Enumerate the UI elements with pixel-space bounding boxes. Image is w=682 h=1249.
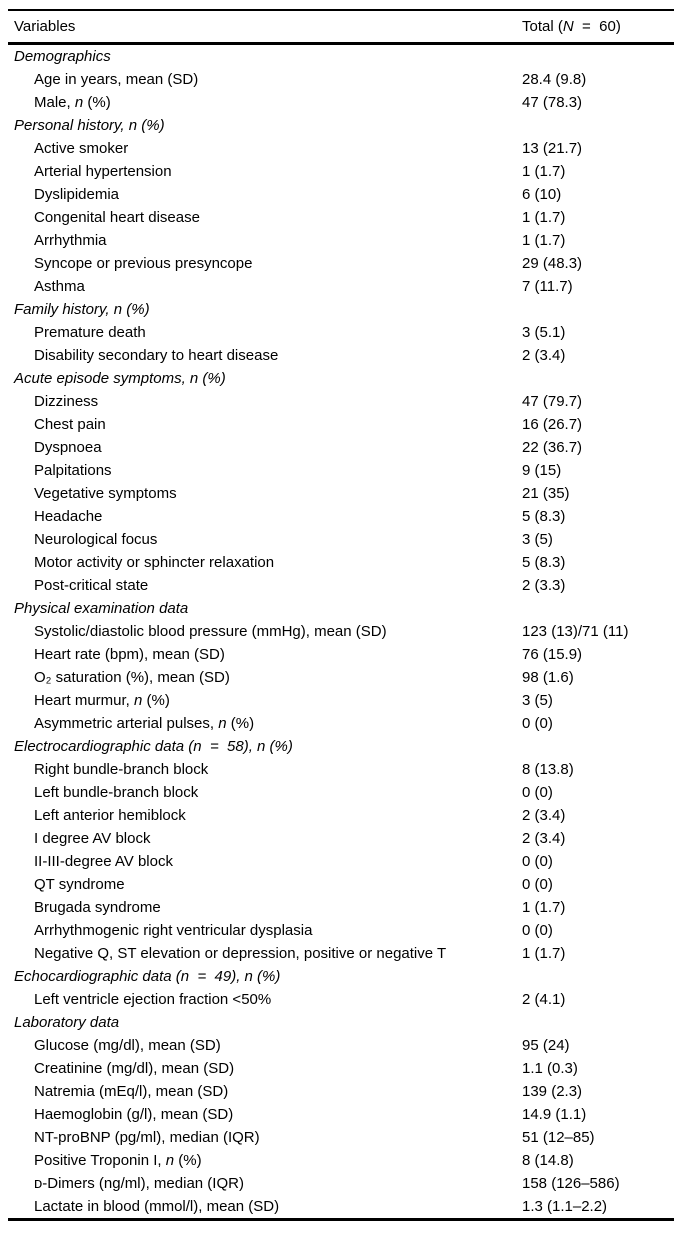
- table-row: [8, 252, 674, 275]
- table-row: [8, 160, 674, 183]
- row-label: Creatinine (mg/dl), mean (SD): [34, 1060, 235, 1077]
- row-value: 3 (5): [522, 531, 553, 548]
- row-label: Motor activity or sphincter relaxation: [34, 554, 275, 571]
- row-value: 3 (5.1): [522, 324, 566, 341]
- row-label: Heart murmur, n (%): [34, 692, 170, 709]
- table-row: [8, 1057, 674, 1080]
- table-row: [8, 482, 674, 505]
- section-title: Demographics: [14, 48, 111, 65]
- row-label: Age in years, mean (SD): [34, 71, 199, 88]
- row-label: Arterial hypertension: [34, 163, 172, 180]
- row-value: 1 (1.7): [522, 945, 566, 962]
- row-value: 9 (15): [522, 462, 562, 479]
- row-value: 2 (3.3): [522, 577, 566, 594]
- table-row: [8, 942, 674, 965]
- row-label: II-III-degree AV block: [34, 853, 173, 870]
- row-value: 76 (15.9): [522, 646, 583, 663]
- section-header-row: [8, 44, 674, 69]
- row-label: Left bundle-branch block: [34, 784, 199, 801]
- row-value: 1 (1.7): [522, 209, 566, 226]
- table-row: [8, 1172, 674, 1195]
- row-value: 16 (26.7): [522, 416, 583, 433]
- table-row: [8, 850, 674, 873]
- table-row: [8, 804, 674, 827]
- row-label: Premature death: [34, 324, 146, 341]
- table-row: [8, 1103, 674, 1126]
- table-row: [8, 712, 674, 735]
- table-row: [8, 413, 674, 436]
- section-header-row: [8, 1011, 674, 1034]
- row-value: 8 (14.8): [522, 1152, 574, 1169]
- table-row: [8, 1126, 674, 1149]
- table-row: [8, 436, 674, 459]
- row-label: Left anterior hemiblock: [34, 807, 186, 824]
- row-label: Glucose (mg/dl), mean (SD): [34, 1037, 221, 1054]
- row-label: Lactate in blood (mmol/l), mean (SD): [34, 1198, 280, 1215]
- row-value: 5 (8.3): [522, 554, 566, 571]
- table-row: [8, 919, 674, 942]
- row-label: Arrhythmogenic right ventricular dysplasia: [34, 922, 313, 939]
- table-row: [8, 827, 674, 850]
- table-header-row: [8, 10, 674, 44]
- table-row: [8, 689, 674, 712]
- row-label: Neurological focus: [34, 531, 158, 548]
- section-header-row: [8, 965, 674, 988]
- row-label: Natremia (mEq/l), mean (SD): [34, 1083, 229, 1100]
- section-title: Acute episode symptoms, n (%): [14, 370, 226, 387]
- row-label: QT syndrome: [34, 876, 125, 893]
- table-row: [8, 1149, 674, 1172]
- patient-characteristics-table: [8, 9, 674, 1221]
- column-header-variables: Variables: [8, 10, 522, 44]
- table-row: [8, 91, 674, 114]
- row-label: Systolic/diastolic blood pressure (mmHg), mean (SD): [34, 623, 387, 640]
- table-row: [8, 528, 674, 551]
- section-title: Personal history, n (%): [14, 117, 165, 134]
- row-value: 0 (0): [522, 876, 553, 893]
- row-value: 1 (1.7): [522, 232, 566, 249]
- table-row: [8, 137, 674, 160]
- row-label: Arrhythmia: [34, 232, 107, 249]
- table-row: [8, 275, 674, 298]
- row-value: 0 (0): [522, 853, 553, 870]
- row-label: Right bundle-branch block: [34, 761, 209, 778]
- row-value: 1 (1.7): [522, 899, 566, 916]
- table-row: [8, 183, 674, 206]
- row-label: Heart rate (bpm), mean (SD): [34, 646, 225, 663]
- table-row: [8, 896, 674, 919]
- row-label: Syncope or previous presyncope: [34, 255, 253, 272]
- table-body: [8, 44, 674, 1220]
- row-value: 0 (0): [522, 922, 553, 939]
- table-row: [8, 574, 674, 597]
- table-row: [8, 459, 674, 482]
- row-label: Male, n (%): [34, 94, 111, 111]
- table-row: [8, 1195, 674, 1220]
- section-title: Electrocardiographic data (n = 58), n (%): [14, 738, 293, 755]
- row-label: Vegetative symptoms: [34, 485, 177, 502]
- table-row: [8, 666, 674, 689]
- row-label: Left ventricle ejection fraction <50%: [34, 991, 272, 1008]
- row-value: 98 (1.6): [522, 669, 574, 686]
- row-value: 47 (78.3): [522, 94, 583, 111]
- table-row: [8, 643, 674, 666]
- row-value: 2 (3.4): [522, 807, 566, 824]
- row-label: Asymmetric arterial pulses, n (%): [34, 715, 255, 732]
- row-label: O₂ saturation (%), mean (SD): [34, 669, 230, 686]
- section-title: Physical examination data: [14, 600, 189, 617]
- row-value: 14.9 (1.1): [522, 1106, 587, 1123]
- row-label: Palpitations: [34, 462, 112, 479]
- table-row: [8, 505, 674, 528]
- row-label: Brugada syndrome: [34, 899, 161, 916]
- row-label: Dyslipidemia: [34, 186, 120, 203]
- table-row: [8, 321, 674, 344]
- row-value: 123 (13)/71 (11): [522, 623, 629, 640]
- row-value: 1.3 (1.1–2.2): [522, 1198, 608, 1215]
- row-value: 13 (21.7): [522, 140, 583, 157]
- row-label: Positive Troponin I, n (%): [34, 1152, 202, 1169]
- row-value: 47 (79.7): [522, 393, 583, 410]
- column-header-total: Total (N = 60): [522, 10, 674, 44]
- row-label: Post-critical state: [34, 577, 149, 594]
- table-row: [8, 551, 674, 574]
- table-row: [8, 229, 674, 252]
- table-row: [8, 781, 674, 804]
- section-header-row: [8, 114, 674, 137]
- row-label: Chest pain: [34, 416, 106, 433]
- row-value: 0 (0): [522, 784, 553, 801]
- table-row: [8, 873, 674, 896]
- row-label: Active smoker: [34, 140, 129, 157]
- row-value: 29 (48.3): [522, 255, 583, 272]
- row-value: 2 (3.4): [522, 347, 566, 364]
- row-value: 1.1 (0.3): [522, 1060, 578, 1077]
- row-label: Haemoglobin (g/l), mean (SD): [34, 1106, 234, 1123]
- row-label: Asthma: [34, 278, 85, 295]
- table-row: [8, 758, 674, 781]
- section-title: Family history, n (%): [14, 301, 150, 318]
- row-value: 2 (4.1): [522, 991, 566, 1008]
- row-label: ᴅ-Dimers (ng/ml), median (IQR): [34, 1175, 244, 1192]
- table-row: [8, 988, 674, 1011]
- row-label: Disability secondary to heart disease: [34, 347, 279, 364]
- section-header-row: [8, 298, 674, 321]
- row-label: Headache: [34, 508, 103, 525]
- row-label: Dyspnoea: [34, 439, 102, 456]
- row-value: 3 (5): [522, 692, 553, 709]
- row-label: NT-proBNP (pg/ml), median (IQR): [34, 1129, 260, 1146]
- row-value: 5 (8.3): [522, 508, 566, 525]
- row-value: 2 (3.4): [522, 830, 566, 847]
- table-row: [8, 1034, 674, 1057]
- section-header-row: [8, 597, 674, 620]
- section-title: Echocardiographic data (n = 49), n (%): [14, 968, 281, 985]
- table-row: [8, 390, 674, 413]
- table-row: [8, 206, 674, 229]
- row-value: 28.4 (9.8): [522, 71, 587, 88]
- row-value: 22 (36.7): [522, 439, 583, 456]
- table-row: [8, 1080, 674, 1103]
- row-value: 139 (2.3): [522, 1083, 583, 1100]
- row-value: 158 (126–586): [522, 1175, 620, 1192]
- row-value: 1 (1.7): [522, 163, 566, 180]
- row-value: 51 (12–85): [522, 1129, 595, 1146]
- section-header-row: [8, 735, 674, 758]
- section-header-row: [8, 367, 674, 390]
- row-value: 95 (24): [522, 1037, 570, 1054]
- row-value: 7 (11.7): [522, 278, 573, 295]
- row-value: 6 (10): [522, 186, 562, 203]
- row-label: I degree AV block: [34, 830, 151, 847]
- table-row: [8, 68, 674, 91]
- row-label: Dizziness: [34, 393, 99, 410]
- row-value: 21 (35): [522, 485, 570, 502]
- table-row: [8, 344, 674, 367]
- table-row: [8, 620, 674, 643]
- section-title: Laboratory data: [14, 1014, 120, 1031]
- row-value: 8 (13.8): [522, 761, 574, 778]
- row-value: 0 (0): [522, 715, 553, 732]
- row-label: Negative Q, ST elevation or depression, positive or negative T: [34, 945, 447, 962]
- row-label: Congenital heart disease: [34, 209, 200, 226]
